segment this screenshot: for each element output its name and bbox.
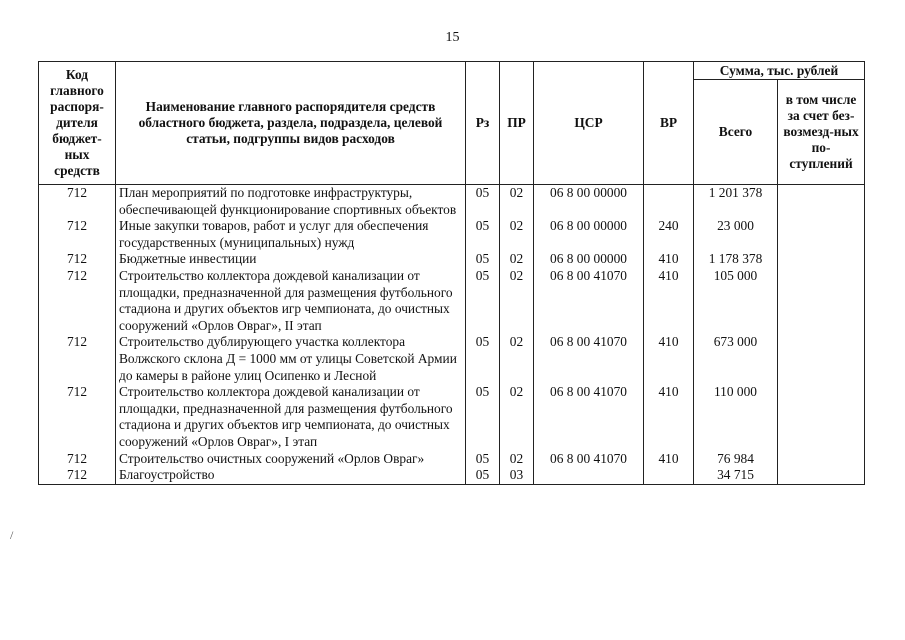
cell-vr: 240 — [644, 218, 694, 251]
cell-gratuitous — [778, 218, 865, 251]
cell-rz: 05 — [466, 467, 500, 484]
cell-total: 34 715 — [694, 467, 778, 484]
cell-rz: 05 — [466, 185, 500, 219]
cell-vr: 410 — [644, 268, 694, 334]
cell-vr: 410 — [644, 384, 694, 450]
cell-vr: 410 — [644, 451, 694, 468]
cell-gratuitous — [778, 251, 865, 268]
cell-gratuitous — [778, 185, 865, 219]
table-row — [39, 467, 865, 484]
cell-name: Строительство коллектора дождевой канализации от площадки, предназначенной для размещения футбольного стадиона и других объектов игр чемпионата, до очистных сооружений «Орлов Овраг», I этап — [116, 384, 466, 450]
cell-vr: 410 — [644, 334, 694, 384]
cell-rz: 05 — [466, 218, 500, 251]
cell-csr: 06 8 00 41070 — [534, 384, 644, 450]
cell-gratuitous — [778, 268, 865, 334]
header-gratuitous: в том числе за счет без-возмезд-ных по-ступлений — [778, 80, 865, 185]
budget-table — [38, 61, 865, 485]
cell-pr: 02 — [500, 334, 534, 384]
cell-code: 712 — [39, 451, 116, 468]
cell-name: Строительство коллектора дождевой канализации от площадки, предназначенной для размещения футбольного стадиона и других объектов игр чемпионата, до очистных сооружений «Орлов Овраг», II этап — [116, 268, 466, 334]
cell-code: 712 — [39, 384, 116, 450]
cell-code: 712 — [39, 268, 116, 334]
stray-mark: / — [10, 528, 14, 542]
table-row — [39, 334, 865, 384]
cell-pr: 02 — [500, 218, 534, 251]
header-sum-group: Сумма, тыс. рублей — [694, 62, 865, 80]
cell-name: Благоустройство — [116, 467, 466, 484]
cell-name: План мероприятий по подготовке инфраструктуры, обеспечивающей функционирование спортивных объектов — [116, 185, 466, 219]
cell-pr: 02 — [500, 251, 534, 268]
cell-rz: 05 — [466, 251, 500, 268]
cell-csr: 06 8 00 41070 — [534, 268, 644, 334]
cell-code: 712 — [39, 334, 116, 384]
header-vr: ВР — [644, 62, 694, 185]
cell-pr: 02 — [500, 185, 534, 219]
header-csr: ЦСР — [534, 62, 644, 185]
cell-rz: 05 — [466, 451, 500, 468]
table-header — [39, 62, 865, 185]
cell-name: Иные закупки товаров, работ и услуг для обеспечения государственных (муниципальных) нужд — [116, 218, 466, 251]
cell-code: 712 — [39, 251, 116, 268]
cell-pr: 02 — [500, 268, 534, 334]
cell-name: Строительство дублирующего участка коллектора Волжского склона Д = 1000 мм от улицы Советской Армии до камеры в районе улиц Осипенко и Лесной — [116, 334, 466, 384]
cell-code: 712 — [39, 185, 116, 219]
header-name: Наименование главного распорядителя средств областного бюджета, раздела, подраздела, целевой статьи, подгруппы видов расходов — [116, 62, 466, 185]
cell-total: 1 178 378 — [694, 251, 778, 268]
cell-csr: 06 8 00 41070 — [534, 334, 644, 384]
cell-rz: 05 — [466, 334, 500, 384]
table-body — [39, 185, 865, 485]
cell-vr: 410 — [644, 251, 694, 268]
cell-name: Бюджетные инвестиции — [116, 251, 466, 268]
cell-total: 110 000 — [694, 384, 778, 450]
table-row — [39, 185, 865, 219]
cell-csr: 06 8 00 00000 — [534, 251, 644, 268]
cell-gratuitous — [778, 451, 865, 468]
cell-total: 1 201 378 — [694, 185, 778, 219]
cell-total: 105 000 — [694, 268, 778, 334]
cell-rz: 05 — [466, 268, 500, 334]
cell-gratuitous — [778, 334, 865, 384]
table-row — [39, 218, 865, 251]
table-row — [39, 251, 865, 268]
cell-pr: 03 — [500, 467, 534, 484]
cell-csr: 06 8 00 00000 — [534, 218, 644, 251]
cell-vr — [644, 467, 694, 484]
table-row — [39, 451, 865, 468]
cell-csr: 06 8 00 41070 — [534, 451, 644, 468]
cell-name: Строительство очистных сооружений «Орлов Овраг» — [116, 451, 466, 468]
cell-csr — [534, 467, 644, 484]
header-total: Всего — [694, 80, 778, 185]
table-row — [39, 384, 865, 450]
header-pr: ПР — [500, 62, 534, 185]
cell-total: 673 000 — [694, 334, 778, 384]
cell-csr: 06 8 00 00000 — [534, 185, 644, 219]
page-number: 15 — [445, 30, 460, 45]
cell-pr: 02 — [500, 384, 534, 450]
cell-vr — [644, 185, 694, 219]
cell-total: 23 000 — [694, 218, 778, 251]
cell-gratuitous — [778, 467, 865, 484]
table-row — [39, 268, 865, 334]
cell-pr: 02 — [500, 451, 534, 468]
cell-code: 712 — [39, 467, 116, 484]
header-rz: Рз — [466, 62, 500, 185]
cell-code: 712 — [39, 218, 116, 251]
header-code: Код главного распоря-дителя бюджет-ных средств — [39, 62, 116, 185]
cell-rz: 05 — [466, 384, 500, 450]
cell-total: 76 984 — [694, 451, 778, 468]
cell-gratuitous — [778, 384, 865, 450]
